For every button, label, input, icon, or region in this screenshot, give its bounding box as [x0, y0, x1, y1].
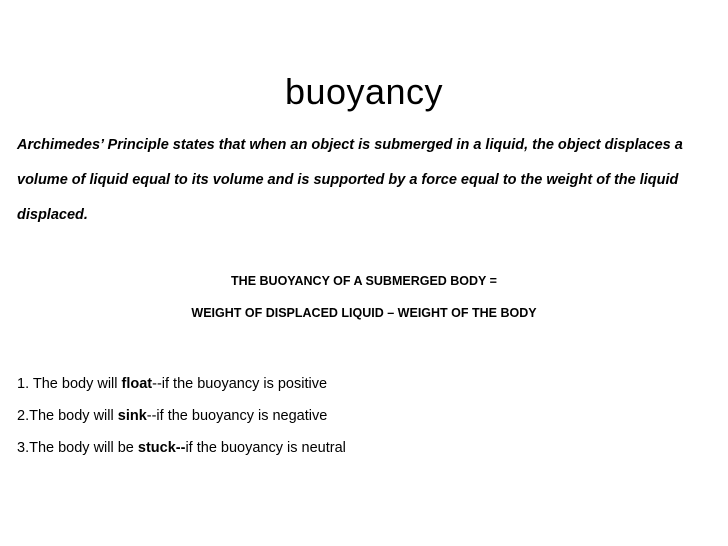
- formula-line-1: THE BUOYANCY OF A SUBMERGED BODY =: [231, 274, 497, 288]
- list-item-prefix: 3.The body will be: [17, 440, 138, 456]
- buoyancy-outcomes-list: [17, 368, 717, 464]
- list-item-keyword: stuck--: [137, 440, 186, 456]
- list-item-float: [17, 368, 717, 400]
- list-item-prefix: 1. The body will: [17, 376, 122, 392]
- list-item-keyword: sink: [117, 408, 147, 424]
- list-item-sink: [17, 400, 717, 432]
- list-item-stuck: [17, 432, 717, 464]
- formula-line-2: WEIGHT OF DISPLACED LIQUID – WEIGHT OF THE BODY: [191, 306, 537, 320]
- list-item-suffix: if the buoyancy is neutral: [185, 440, 346, 456]
- archimedes-principle-text: Archimedes’ Principle states that when an object is submerged in a liquid, the object displaces a volume of liquid equal to its volume and is supported by a force equal to the weight of the liquid displaced.: [17, 137, 683, 223]
- list-item-keyword: float: [121, 376, 153, 392]
- list-item-suffix: --if the buoyancy is positive: [152, 376, 328, 392]
- list-item-suffix: --if the buoyancy is negative: [146, 408, 328, 424]
- slide-title: buoyancy: [284, 71, 444, 113]
- list-item-prefix: 2.The body will: [17, 408, 118, 424]
